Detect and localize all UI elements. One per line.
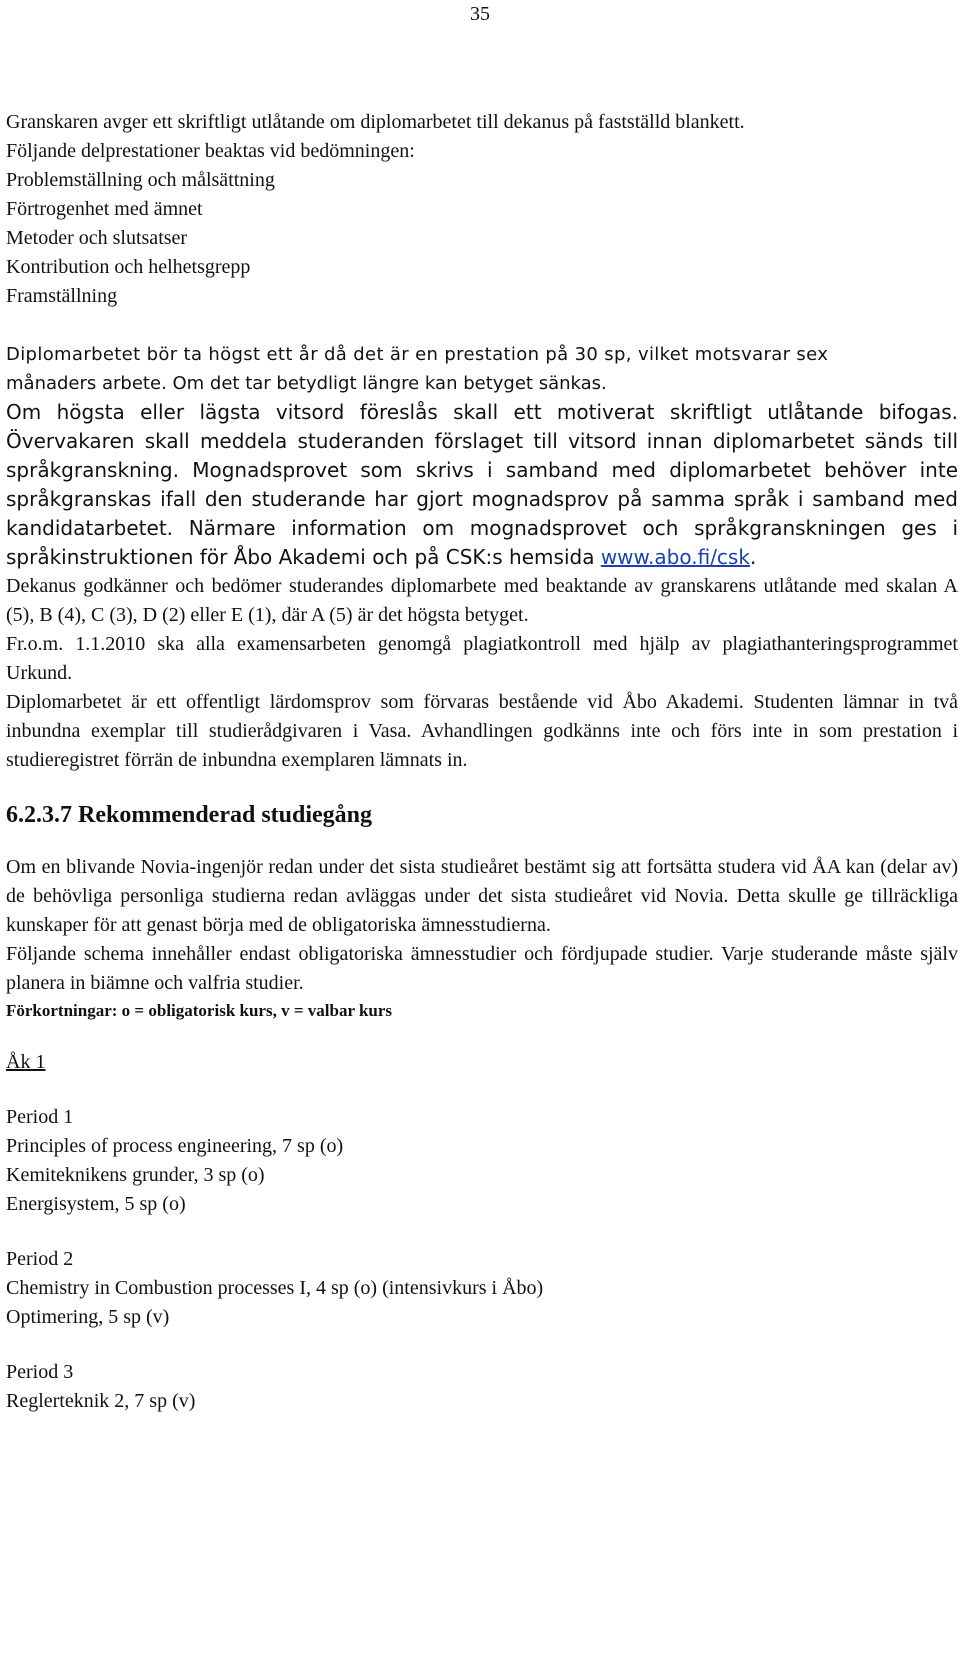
period-block [6,1245,958,1332]
criteria-item: Förtrogenhet med ämnet [6,198,203,220]
course-item: Kemiteknikens grunder, 3 sp (o) [6,1164,265,1186]
approval-paragraph: Dekanus godkänner och bedömer studerandes diplomarbete med beaktande av granskarens utlåtande med skalan A (5), B (4), C (3), D (2) eller E (1), där A (5) är det högsta betyget. [6,575,958,626]
duration-line-1: Diplomarbetet bör ta högst ett år då det är en prestation på 30 sp, vilket motsvarar sex [6,344,829,365]
publicity-paragraph: Diplomarbetet är ett offentligt lärdomsprov som förvaras bestående vid Åbo Akademi. Studenten lämnar in två inbundna exemplar till studierådgivaren i Vasa. Avhandlingen godkänns inte och förs inte in som prestation i studieregistret förrän de inbundna exemplaren lämnats in. [6,691,958,771]
csk-website-link[interactable]: www.abo.fi/csk [600,545,750,569]
study-path-paragraph: Om en blivande Novia-ingenjör redan under det sista studieåret bestämt sig att fortsätta studera vid ÅA kan (delar av) de behövliga personliga studierna redan avläggas under det sista studieåret vid Novia. Detta skulle ge tillräckliga kunskaper för att genast börja med de obligatoriska ämnesstudierna. [6,856,958,936]
section-heading: 6.2.3.7 Rekommenderad studiegång [6,802,373,828]
grading-statement-paragraph [6,398,958,572]
course-item: Optimering, 5 sp (v) [6,1306,170,1328]
duration-line-2: månaders arbete. Om det tar betydligt längre kan betyget sänkas. [6,373,607,394]
page-number: 35 [470,3,490,25]
grading-sentence-3: Mognadsprovet som skrivs i samband med diplomarbetet behöver inte språkgranskas ifall den studerande har gjort mognadsprov på samma språk i samband med kandidatarbetet. [6,458,958,540]
schedule-info-paragraph: Följande schema innehåller endast obligatoriska ämnesstudier och fördjupade studier. Varje studerande måste själv planera in biämne och valfria studier. [6,943,958,994]
evaluation-block [6,108,958,311]
period-label: Period 1 [6,1106,74,1128]
criteria-item: Metoder och slutsatser [6,227,188,249]
document-body [6,108,958,1416]
grading-trailing: . [749,545,757,569]
criteria-item: Framställning [6,285,118,307]
course-item: Chemistry in Combustion processes I, 4 sp (o) (intensivkurs i Åbo) [6,1277,544,1299]
evaluation-intro-line-1: Granskaren avger ett skriftligt utlåtande om diplomarbetet till dekanus på fastställd blankett. [6,111,745,133]
criteria-item: Problemställning och målsättning [6,169,275,191]
period-block [6,1103,958,1219]
period-label: Period 2 [6,1248,74,1270]
grading-sentence-4: Närmare information om mognadsprovet och språkgranskningen ges i språkinstruktionen för Åbo Akademi och på CSK:s hemsida [6,516,958,569]
grading-sentence-1: Om högsta eller lägsta vitsord föreslås skall ett motiverat skriftligt utlåtande bifogas. [6,400,958,424]
criteria-item: Kontribution och helhetsgrepp [6,256,251,278]
course-item: Reglerteknik 2, 7 sp (v) [6,1390,196,1412]
course-item: Principles of process engineering, 7 sp (o) [6,1135,344,1157]
abbreviations-note: Förkortningar: o = obligatorisk kurs, v = valbar kurs [6,1001,393,1020]
evaluation-intro-line-2: Följande delprestationer beaktas vid bedömningen: [6,140,415,162]
year-heading: Åk 1 [6,1051,46,1073]
schedule [6,1048,958,1416]
plagiarism-paragraph: Fr.o.m. 1.1.2010 ska alla examensarbeten genomgå plagiatkontroll med hjälp av plagiathanteringsprogrammet Urkund. [6,633,958,684]
duration-paragraph [6,340,958,398]
grading-sentence-2: Övervakaren skall meddela studeranden förslaget till vitsord innan diplomarbetet sänds till språkgranskning. [6,429,958,482]
course-item: Energisystem, 5 sp (o) [6,1193,186,1215]
period-label: Period 3 [6,1361,74,1383]
period-block [6,1358,958,1416]
